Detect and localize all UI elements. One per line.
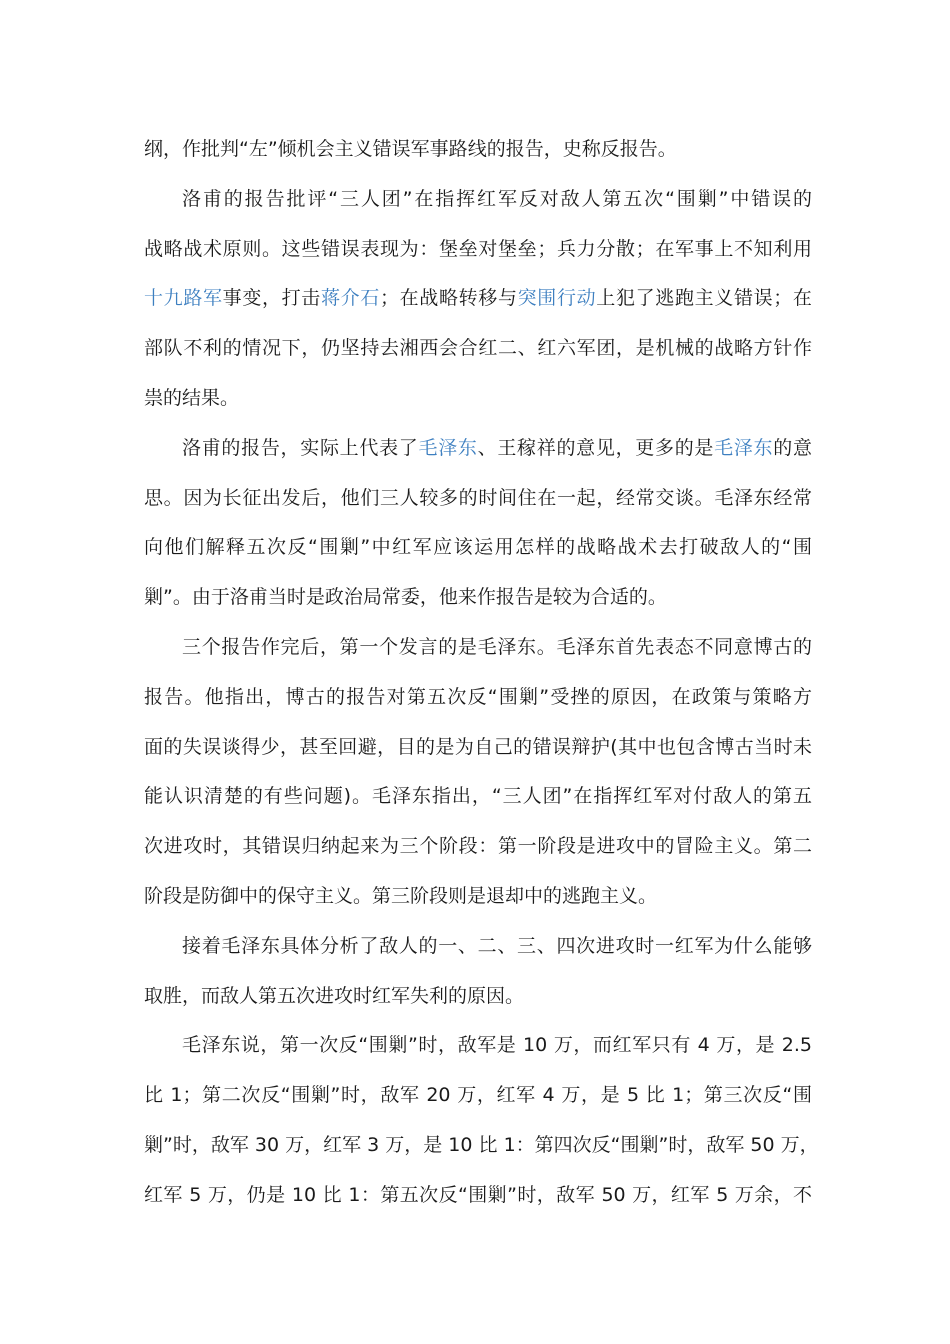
text-line <box>144 175 812 225</box>
text-span: 阶段是防御中的保守主义。第三阶段则是退却中的逃跑主义。 <box>144 884 658 907</box>
text-span: 的意 <box>773 436 812 459</box>
hyperlink[interactable]: 毛泽东 <box>418 436 478 459</box>
text-line <box>144 374 812 424</box>
text-line <box>144 125 812 175</box>
text-span: 向他们解释五次反“围剿”中红军应该运用怎样的战略战术去打破敌人的“围 <box>144 536 812 559</box>
text-line <box>144 474 812 524</box>
text-span: 事变，打击 <box>222 287 321 310</box>
text-span: 比 1；第二次反“围剿”时，敌军 20 万，红军 4 万，是 5 比 1；第三次反“围 <box>144 1084 812 1107</box>
text-line <box>144 673 812 723</box>
text-span: 思。因为长征出发后，他们三人较多的时间住在一起，经常交谈。毛泽东经常 <box>144 486 812 509</box>
text-span: 上犯了逃跑主义错误；在 <box>596 287 812 310</box>
text-line <box>144 772 812 822</box>
text-line <box>144 1171 812 1221</box>
text-line <box>144 723 812 773</box>
text-span: 部队不利的情况下，仍坚持去湘西会合红二、红六军团，是机械的战略方针作 <box>144 337 812 360</box>
hyperlink[interactable]: 突围行动 <box>517 287 597 310</box>
text-line <box>144 1071 812 1121</box>
text-line <box>144 573 812 623</box>
text-line <box>144 324 812 374</box>
hyperlink[interactable]: 蒋介石 <box>320 287 380 310</box>
text-span: 纲，作批判“左”倾机会主义错误军事路线的报告，史称反报告。 <box>144 138 677 160</box>
text-span: 面的失误谈得少，甚至回避，目的是为自己的错误辩护(其中也包含博古当时未 <box>144 735 812 758</box>
text-span: 红军 5 万，仍是 10 比 1：第五次反“围剿”时，敌军 50 万，红军 5 万余，不 <box>144 1183 812 1206</box>
text-span: 剿”。由于洛甫当时是政治局常委，他来作报告是较为合适的。 <box>144 586 667 609</box>
hyperlink[interactable]: 十九路军 <box>144 287 223 310</box>
text-line <box>144 872 812 922</box>
text-span: 三个报告作完后，第一个发言的是毛泽东。毛泽东首先表态不同意博古的 <box>182 635 812 658</box>
text-span: 洛甫的报告批评“三人团”在指挥红军反对敌人第五次“围剿”中错误的 <box>182 187 812 210</box>
hyperlink[interactable]: 毛泽东 <box>714 436 774 459</box>
text-span: 战略战术原则。这些错误表现为：堡垒对堡垒；兵力分散；在军事上不知利用 <box>144 237 812 260</box>
document-body <box>144 125 819 1221</box>
text-span: ；在战略转移与 <box>379 287 518 310</box>
text-line <box>144 822 812 872</box>
text-span: 洛甫的报告，实际上代表了 <box>182 436 419 459</box>
text-span: 报告。他指出，博古的报告对第五次反“围剿”受挫的原因，在政策与策略方 <box>144 685 812 708</box>
text-line <box>144 225 812 275</box>
text-line <box>144 623 812 673</box>
text-span: 能认识清楚的有些问题)。毛泽东指出，“三人团”在指挥红军对付敌人的第五 <box>144 785 812 808</box>
text-span: 、王稼祥的意见，更多的是 <box>477 436 715 459</box>
text-line <box>144 424 812 474</box>
text-span: 毛泽东说，第一次反“围剿”时，敌军是 10 万，而红军只有 4 万，是 2.5 <box>182 1034 812 1057</box>
text-span: 剿”时，敌军 30 万，红军 3 万，是 10 比 1：第四次反“围剿”时，敌军 50 万， <box>144 1133 819 1156</box>
text-line <box>144 972 812 1022</box>
text-span: 祟的结果。 <box>144 386 240 409</box>
text-line <box>144 922 812 972</box>
text-line <box>144 1121 819 1171</box>
text-line <box>144 523 812 573</box>
text-line <box>144 1021 812 1071</box>
text-span: 次进攻时，其错误归纳起来为三个阶段：第一阶段是进攻中的冒险主义。第二 <box>144 835 812 858</box>
text-line <box>144 274 812 324</box>
text-span: 取胜，而敌人第五次进攻时红军失利的原因。 <box>144 984 525 1007</box>
text-span: 接着毛泽东具体分析了敌人的一、二、三、四次进攻时一红军为什么能够 <box>182 934 812 957</box>
